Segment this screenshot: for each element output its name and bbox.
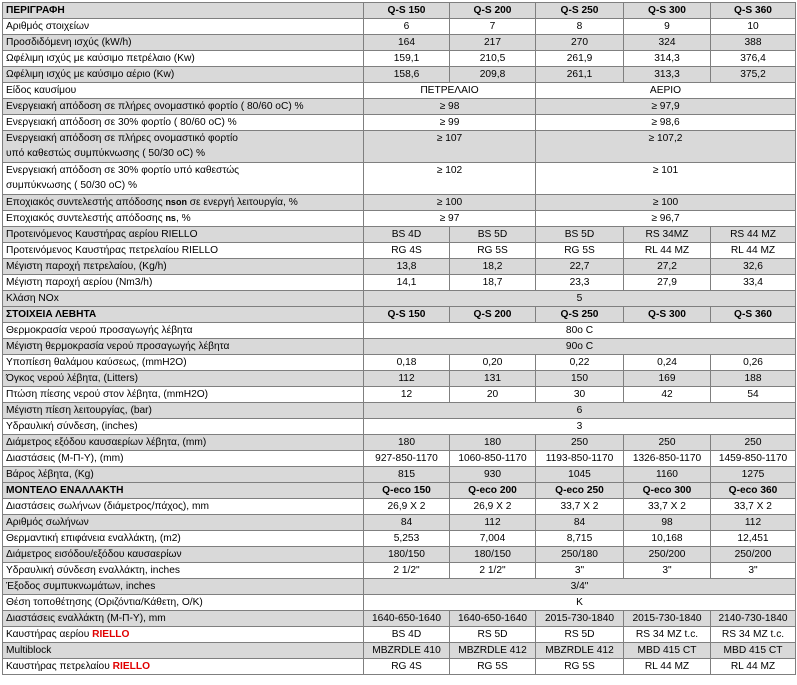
spec-row-tall [3, 131, 796, 163]
spec-row [3, 355, 796, 371]
row-label: Βάρος λέβητα, (Kg) [3, 467, 364, 483]
value-cell: 23,3 [536, 275, 624, 291]
row-label: Μέγιστη παροχή αερίου (Nm3/h) [3, 275, 364, 291]
value-cell: 2015-730-1840 [536, 611, 624, 627]
value-cell: 250/200 [624, 547, 711, 563]
spec-row [3, 403, 796, 419]
value-cell: 209,8 [450, 67, 536, 83]
spanned-value-cell: 5 [364, 291, 796, 307]
value-cell: BS 4D [364, 627, 450, 643]
spec-table [2, 2, 796, 675]
row-label: Διαστάσεις σωλήνων (διάμετρος/πάχος), mm [3, 499, 364, 515]
value-cell: 9 [624, 19, 711, 35]
row-label: Ωφέλιμη ισχύς με καύσιμο πετρέλαιο (Kw) [3, 51, 364, 67]
row-label: Μέγιστη θερμοκρασία νερού προσαγωγής λέβητα [3, 339, 364, 355]
row-label: Προσδιδόμενη ισχύς (kW/h) [3, 35, 364, 51]
row-label [3, 211, 364, 227]
row-label: Πτώση πίεσης νερού στον λέβητα, (mmH2O) [3, 387, 364, 403]
section-header-row [3, 307, 796, 323]
burner-row [3, 627, 796, 643]
label-text: Multiblock [6, 645, 52, 656]
value-cell: RS 34 MZ t.c. [711, 627, 796, 643]
value-cell: 18,7 [450, 275, 536, 291]
value-cell: 1459-850-1170 [711, 451, 796, 467]
value-cell: 10 [711, 19, 796, 35]
spec-row [3, 387, 796, 403]
model-header-cell: Q-S 300 [624, 3, 711, 19]
value-cell: RS 5D [450, 627, 536, 643]
value-cell: MBZRDLE 410 [364, 643, 450, 659]
row-label: Ενεργειακή απόδοση σε 30% φορτίο ( 80/60 oC) % [3, 115, 364, 131]
value-cell: 84 [536, 515, 624, 531]
row-label [3, 659, 364, 675]
spanned-value-cell: K [364, 595, 796, 611]
value-cell: 6 [364, 19, 450, 35]
value-cell: 18,2 [450, 259, 536, 275]
spec-row [3, 339, 796, 355]
value-cell: 217 [450, 35, 536, 51]
row-label [3, 643, 364, 659]
spec-row [3, 115, 796, 131]
label-text: σε ενεργή λειτουργία, % [186, 197, 298, 208]
row-label: Διαστάσεις εναλλάκτη (Μ-Π-Υ), mm [3, 611, 364, 627]
model-header-cell: Q-eco 300 [624, 483, 711, 499]
value-cell: 150 [536, 371, 624, 387]
value-cell: 261,9 [536, 51, 624, 67]
value-cell: MBD 415 CT [711, 643, 796, 659]
model-header-cell: Q-eco 150 [364, 483, 450, 499]
efficiency-symbol: nson [165, 197, 187, 207]
label-text: Καυστήρας πετρελαίου [6, 661, 113, 672]
value-cell: 0,26 [711, 355, 796, 371]
value-cell: 131 [450, 371, 536, 387]
row-label: Θέση τοποθέτησης (Οριζόντια/Κάθετη, Ο/Κ) [3, 595, 364, 611]
gas-value-cell: ≥ 107,2 [536, 131, 796, 163]
value-cell: 158,6 [364, 67, 450, 83]
value-cell: BS 4D [364, 227, 450, 243]
value-cell: RL 44 MZ [624, 243, 711, 259]
value-cell: 20 [450, 387, 536, 403]
model-header-cell: Q-S 150 [364, 307, 450, 323]
spanned-value-cell: 3 [364, 419, 796, 435]
value-cell: 0,24 [624, 355, 711, 371]
model-header-cell: Q-S 250 [536, 3, 624, 19]
value-cell: 815 [364, 467, 450, 483]
value-cell: 180 [364, 435, 450, 451]
spanned-value-cell: 90o C [364, 339, 796, 355]
value-cell: 1193-850-1170 [536, 451, 624, 467]
model-header-cell: Q-eco 250 [536, 483, 624, 499]
value-cell: 26,9 X 2 [450, 499, 536, 515]
spec-row [3, 259, 796, 275]
spec-row [3, 35, 796, 51]
row-label [3, 131, 364, 163]
spec-row [3, 579, 796, 595]
label-text: Εποχιακός συντελεστής απόδοσης [6, 197, 166, 208]
label-text: , % [175, 213, 191, 224]
gas-value-cell: ≥ 96,7 [536, 211, 796, 227]
spec-row [3, 595, 796, 611]
gas-value-cell: ≥ 98,6 [536, 115, 796, 131]
nox-row [3, 291, 796, 307]
value-cell: 0,22 [536, 355, 624, 371]
value-cell: 98 [624, 515, 711, 531]
value-cell: 2 1/2" [450, 563, 536, 579]
spanned-value-cell: 3/4" [364, 579, 796, 595]
spec-row [3, 243, 796, 259]
value-cell: 33,7 X 2 [536, 499, 624, 515]
row-label: Μέγιστη παροχή πετρελαίου, (Kg/h) [3, 259, 364, 275]
model-header-cell: Q-S 250 [536, 307, 624, 323]
spec-row [3, 435, 796, 451]
value-cell: 13,8 [364, 259, 450, 275]
gas-label-cell: ΑΕΡΙΟ [536, 83, 796, 99]
spec-row-tall [3, 163, 796, 195]
value-cell: 42 [624, 387, 711, 403]
brand-name: RIELLO [92, 629, 130, 640]
value-cell: 180/150 [364, 547, 450, 563]
value-cell: 22,7 [536, 259, 624, 275]
spec-row [3, 19, 796, 35]
oil-value-cell: ≥ 100 [364, 195, 536, 211]
value-cell: 54 [711, 387, 796, 403]
row-label: Διαστάσεις (Μ-Π-Υ), (mm) [3, 451, 364, 467]
value-cell: 3" [536, 563, 624, 579]
brand-name: RIELLO [112, 661, 150, 672]
spec-row [3, 531, 796, 547]
value-cell: 112 [711, 515, 796, 531]
value-cell: RS 34 MZ t.c. [624, 627, 711, 643]
value-cell: 210,5 [450, 51, 536, 67]
value-cell: RL 44 MZ [711, 659, 796, 675]
value-cell: 1160 [624, 467, 711, 483]
value-cell: 33,4 [711, 275, 796, 291]
value-cell: RL 44 MZ [624, 659, 711, 675]
value-cell: 180/150 [450, 547, 536, 563]
row-label [3, 627, 364, 643]
value-cell: 112 [364, 371, 450, 387]
value-cell: 250/180 [536, 547, 624, 563]
value-cell: 12,451 [711, 531, 796, 547]
value-cell: 7,004 [450, 531, 536, 547]
value-cell: 188 [711, 371, 796, 387]
spec-row [3, 419, 796, 435]
model-header-cell: Q-S 360 [711, 3, 796, 19]
row-label: Προτεινόμενος Καυστήρας αερίου RIELLO [3, 227, 364, 243]
value-cell: 12 [364, 387, 450, 403]
burner-row [3, 659, 796, 675]
value-cell: 30 [536, 387, 624, 403]
value-cell: RS 5D [536, 627, 624, 643]
value-cell: MBZRDLE 412 [450, 643, 536, 659]
value-cell: 84 [364, 515, 450, 531]
oil-value-cell: ≥ 97 [364, 211, 536, 227]
spec-row [3, 547, 796, 563]
value-cell: 1640-650-1640 [364, 611, 450, 627]
row-label: Κλάση NOx [3, 291, 364, 307]
row-label: Υποπίεση θαλάμου καύσεως, (mmH2O) [3, 355, 364, 371]
row-label: Θερμοκρασία νερού προσαγωγής λέβητα [3, 323, 364, 339]
value-cell: 375,2 [711, 67, 796, 83]
row-label: Προτεινόμενος Καυστήρας πετρελαίου RIELLO [3, 243, 364, 259]
oil-label-cell: ΠΕΤΡΕΛΑΙΟ [364, 83, 536, 99]
value-cell: 261,1 [536, 67, 624, 83]
value-cell: 8 [536, 19, 624, 35]
spec-row [3, 451, 796, 467]
value-cell: 112 [450, 515, 536, 531]
value-cell: RG 5S [536, 243, 624, 259]
spec-row [3, 467, 796, 483]
value-cell: 32,6 [711, 259, 796, 275]
model-header-cell: Q-S 300 [624, 307, 711, 323]
row-label: Ενεργειακή απόδοση σε πλήρες ονομαστικό φορτίο ( 80/60 oC) % [3, 99, 364, 115]
row-label: Αριθμός στοιχείων [3, 19, 364, 35]
value-cell: 1326-850-1170 [624, 451, 711, 467]
row-label-line: Ενεργειακή απόδοση σε 30% φορτίο υπό καθεστώς [6, 165, 240, 176]
value-cell: 27,9 [624, 275, 711, 291]
value-cell: 180 [450, 435, 536, 451]
value-cell: 164 [364, 35, 450, 51]
spec-row [3, 323, 796, 339]
spec-row [3, 51, 796, 67]
spanned-value-cell: 6 [364, 403, 796, 419]
model-header-cell: Q-eco 360 [711, 483, 796, 499]
value-cell: 376,4 [711, 51, 796, 67]
row-label-line: υπό καθεστώς συμπύκνωσης ( 50/30 oC) % [6, 148, 206, 159]
burner-row [3, 643, 796, 659]
oil-value-cell: ≥ 107 [364, 131, 536, 163]
value-cell: 33,7 X 2 [711, 499, 796, 515]
value-cell: 250/200 [711, 547, 796, 563]
value-cell: 0,20 [450, 355, 536, 371]
value-cell: 27,2 [624, 259, 711, 275]
value-cell: 314,3 [624, 51, 711, 67]
row-label: Είδος καυσίμου [3, 83, 364, 99]
row-label: Ωφέλιμη ισχύς με καύσιμο αέριο (Kw) [3, 67, 364, 83]
spec-row [3, 195, 796, 211]
row-label: Όγκος νερού λέβητα, (Litters) [3, 371, 364, 387]
value-cell: 270 [536, 35, 624, 51]
value-cell: RG 4S [364, 659, 450, 675]
value-cell: 1275 [711, 467, 796, 483]
model-header-cell: Q-S 200 [450, 307, 536, 323]
value-cell: 388 [711, 35, 796, 51]
spec-table-body [3, 3, 796, 675]
value-cell: MBZRDLE 412 [536, 643, 624, 659]
spec-row [3, 515, 796, 531]
value-cell: 26,9 X 2 [364, 499, 450, 515]
oil-value-cell: ≥ 99 [364, 115, 536, 131]
gas-value-cell: ≥ 101 [536, 163, 796, 195]
value-cell: MBD 415 CT [624, 643, 711, 659]
value-cell: 930 [450, 467, 536, 483]
model-header-cell: Q-S 360 [711, 307, 796, 323]
section-header-row [3, 3, 796, 19]
row-label [3, 163, 364, 195]
row-label [3, 195, 364, 211]
row-label: Υδραυλική σύνδεση εναλλάκτη, inches [3, 563, 364, 579]
spec-row [3, 611, 796, 627]
value-cell: 2140-730-1840 [711, 611, 796, 627]
model-header-cell: Q-S 200 [450, 3, 536, 19]
row-label-line: Ενεργειακή απόδοση σε πλήρες ονομαστικό φορτίο [6, 133, 238, 144]
row-label-line: συμπύκνωσης ( 50/30 oC) % [6, 180, 138, 191]
value-cell: RG 5S [450, 243, 536, 259]
spec-row [3, 371, 796, 387]
model-header-cell: Q-S 150 [364, 3, 450, 19]
value-cell: 10,168 [624, 531, 711, 547]
value-cell: 1640-650-1640 [450, 611, 536, 627]
gas-value-cell: ≥ 100 [536, 195, 796, 211]
oil-value-cell: ≥ 98 [364, 99, 536, 115]
row-label: Διάμετρος εξόδου καυσαερίων λέβητα, (mm) [3, 435, 364, 451]
value-cell: 927-850-1170 [364, 451, 450, 467]
spec-row [3, 211, 796, 227]
value-cell: 2015-730-1840 [624, 611, 711, 627]
value-cell: RG 4S [364, 243, 450, 259]
value-cell: 5,253 [364, 531, 450, 547]
row-label: Θερμαντική επιφάνεια εναλλάκτη, (m2) [3, 531, 364, 547]
value-cell: 313,3 [624, 67, 711, 83]
gas-value-cell: ≥ 97,9 [536, 99, 796, 115]
value-cell: RG 5S [536, 659, 624, 675]
model-header-cell: Q-eco 200 [450, 483, 536, 499]
value-cell: 159,1 [364, 51, 450, 67]
spec-row [3, 67, 796, 83]
value-cell: 3" [624, 563, 711, 579]
value-cell: 0,18 [364, 355, 450, 371]
value-cell: 250 [624, 435, 711, 451]
label-text: Καυστήρας αερίου [6, 629, 93, 640]
label-text: Εποχιακός συντελεστής απόδοσης [6, 213, 166, 224]
value-cell: 8,715 [536, 531, 624, 547]
value-cell: 250 [711, 435, 796, 451]
value-cell: RS 44 MZ [711, 227, 796, 243]
section-title: ΣΤΟΙΧΕΙΑ ΛΕΒΗΤΑ [3, 307, 364, 323]
value-cell: RL 44 MZ [711, 243, 796, 259]
spec-row [3, 563, 796, 579]
row-label: Έξοδος συμπυκνωμάτων, inches [3, 579, 364, 595]
value-cell: 1060-850-1170 [450, 451, 536, 467]
value-cell: RG 5S [450, 659, 536, 675]
row-label: Υδραυλική σύνδεση, (inches) [3, 419, 364, 435]
efficiency-symbol: ns [165, 213, 176, 223]
value-cell: 1045 [536, 467, 624, 483]
oil-value-cell: ≥ 102 [364, 163, 536, 195]
value-cell: 250 [536, 435, 624, 451]
spec-row [3, 99, 796, 115]
section-header-row [3, 483, 796, 499]
spec-row [3, 227, 796, 243]
spanned-value-cell: 80o C [364, 323, 796, 339]
value-cell: 324 [624, 35, 711, 51]
value-cell: BS 5D [536, 227, 624, 243]
value-cell: 7 [450, 19, 536, 35]
section-title: ΜΟΝΤΕΛΟ ΕΝΑΛΛΑΚΤΗ [3, 483, 364, 499]
value-cell: 33,7 X 2 [624, 499, 711, 515]
value-cell: BS 5D [450, 227, 536, 243]
value-cell: 169 [624, 371, 711, 387]
spec-row [3, 275, 796, 291]
row-label: Αριθμός σωλήνων [3, 515, 364, 531]
value-cell: 14,1 [364, 275, 450, 291]
spec-row [3, 499, 796, 515]
section-title: ΠΕΡΙΓΡΑΦΗ [3, 3, 364, 19]
value-cell: 2 1/2" [364, 563, 450, 579]
value-cell: 3" [711, 563, 796, 579]
value-cell: RS 34MZ [624, 227, 711, 243]
fuel-row [3, 83, 796, 99]
row-label: Διάμετρος εισόδου/εξόδου καυσαερίων [3, 547, 364, 563]
row-label: Μέγιστη πίεση λειτουργίας, (bar) [3, 403, 364, 419]
